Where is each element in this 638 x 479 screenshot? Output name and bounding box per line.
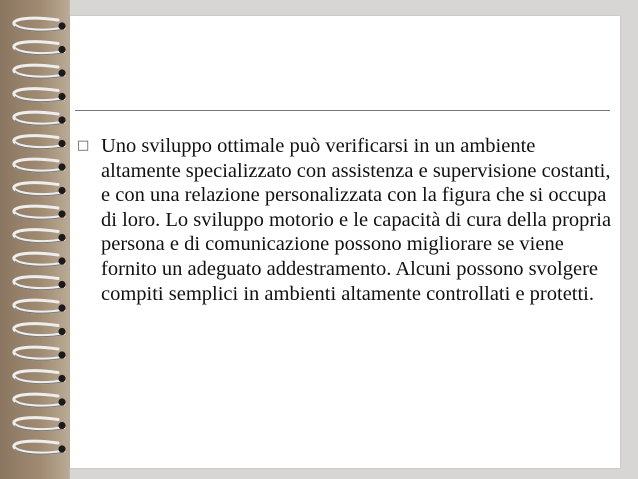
- binding-hole: [58, 375, 65, 382]
- binding-hole: [58, 445, 65, 452]
- spiral-ring: [14, 206, 64, 218]
- binding-hole: [58, 22, 65, 29]
- binding-hole: [58, 304, 65, 311]
- binding-hole: [58, 351, 65, 358]
- spiral-ring: [14, 394, 64, 406]
- binding-hole: [58, 257, 65, 264]
- spiral-ring: [14, 441, 64, 453]
- spiral-ring: [14, 347, 64, 359]
- binding-hole: [58, 93, 65, 100]
- title-divider: [75, 110, 610, 111]
- spiral-ring: [14, 136, 64, 148]
- spiral-ring: [14, 159, 64, 171]
- body-paragraph: Uno sviluppo ottimale può verificarsi in un ambiente altamente specializzato con assistenza e supervisione costanti, e con una relazione personalizzata con la figura che si occupa di loro. Lo sviluppo motorio e le capacità di cura della propria persona e di comunicazione possono migliorare se viene fornito un adeguato addestramento. Alcuni possono svolgere compiti semplici in ambienti altamente controllati e protetti.: [101, 135, 612, 305]
- spiral-ring: [14, 42, 64, 54]
- spiral-ring: [14, 183, 64, 195]
- spiral-ring: [14, 230, 64, 242]
- square-bullet-icon: □: [77, 138, 90, 153]
- binding-hole: [58, 116, 65, 123]
- spiral-ring: [14, 277, 64, 289]
- content-area: [77, 134, 617, 306]
- binding-hole: [58, 281, 65, 288]
- spiral-ring: [14, 418, 64, 430]
- binding-hole: [58, 69, 65, 76]
- binding-hole: [58, 210, 65, 217]
- spiral-ring: [14, 371, 64, 383]
- spiral-ring: [14, 18, 64, 30]
- spiral-ring: [14, 324, 64, 336]
- binding-hole: [58, 46, 65, 53]
- binding-hole: [58, 187, 65, 194]
- spiral-ring: [14, 65, 64, 77]
- spiral-binding-icon: [0, 0, 80, 479]
- binding-hole: [58, 328, 65, 335]
- binding-hole: [58, 163, 65, 170]
- binding-hole: [58, 140, 65, 147]
- spiral-ring: [14, 253, 64, 265]
- binding-hole: [58, 422, 65, 429]
- spiral-ring: [14, 300, 64, 312]
- binding-hole: [58, 398, 65, 405]
- spiral-ring: [14, 112, 64, 124]
- binding-hole: [58, 234, 65, 241]
- spiral-ring: [14, 89, 64, 101]
